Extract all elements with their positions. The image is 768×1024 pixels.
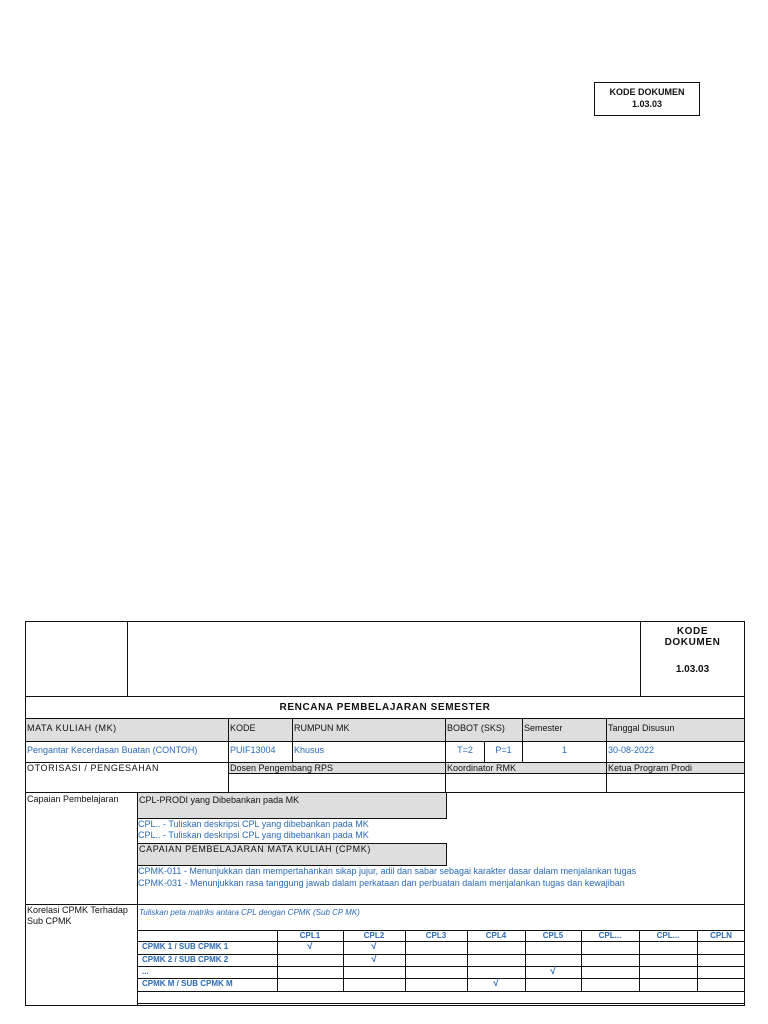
matrix-check-mark: √ xyxy=(371,941,377,952)
rumpun-header-label: RUMPUN MK xyxy=(294,723,350,733)
matrix-col-header: CPL... xyxy=(598,931,622,940)
capaian-label: Capaian Pembelajaran xyxy=(27,794,119,804)
matrix-col-header: CPL5 xyxy=(542,931,564,940)
matrix-col-header: CPL4 xyxy=(485,931,507,940)
cpmk-item-2: CPMK-031 - Menunjukkan rasa tanggung jawab dalam perkataan dan perbuatan dalam menjalankan tugas dan kewajiban xyxy=(138,878,625,888)
cpl-matrix xyxy=(25,621,745,1006)
document-code-box xyxy=(594,82,700,116)
matrix-col-header: CPL1 xyxy=(299,931,321,940)
header-code-line2: DOKUMEN xyxy=(664,637,721,648)
bobot-p-value: P=1 xyxy=(495,745,512,755)
bobot-header-label: BOBOT (SKS) xyxy=(447,723,505,733)
ketua-label: Ketua Program Prodi xyxy=(608,763,693,773)
rps-form xyxy=(25,621,745,1006)
korelasi-note: Tuliskan peta matriks antara CPL dengan CPMK (Sub CP MK) xyxy=(139,908,360,917)
document-code-value: 1.03.03 xyxy=(631,99,663,109)
matrix-check-mark: √ xyxy=(307,941,313,952)
matrix-check-mark: √ xyxy=(550,966,556,977)
matrix-row-line xyxy=(137,1003,745,1004)
kode-value: PUIF13004 xyxy=(230,745,276,755)
otorisasi-label: OTORISASI / PENGESAHAN xyxy=(27,763,160,773)
matrix-row-line xyxy=(137,966,745,967)
dosen-label: Dosen Pengembang RPS xyxy=(230,763,334,773)
tanggal-header-label: Tanggal Disusun xyxy=(608,723,675,733)
semester-value: 1 xyxy=(561,745,567,755)
kode-header-label: KODE xyxy=(230,723,256,733)
matrix-row-label: ... xyxy=(142,967,149,976)
koordinator-label: Koordinator RMK xyxy=(447,763,517,773)
matrix-col-header: CPL... xyxy=(656,931,680,940)
page-title: RENCANA PEMBELAJARAN SEMESTER xyxy=(279,702,491,713)
matrix-row-label: CPMK M / SUB CPMK M xyxy=(142,979,233,988)
matrix-col-header: CPL3 xyxy=(425,931,447,940)
header-code-line3: 1.03.03 xyxy=(675,664,710,675)
cpmk-item-1: CPMK-011 - Menunjukkan dan mempertahankan sikap jujur, adil dan sabar sebagai karakter dasar dalam menjalankan tugas xyxy=(138,866,637,876)
mk-header-label: MATA KULIAH (MK) xyxy=(27,723,117,733)
korelasi-label-2: Sub CPMK xyxy=(27,916,72,926)
header-code-line1: KODE xyxy=(676,626,709,637)
korelasi-label-1: Korelasi CPMK Terhadap xyxy=(27,905,128,915)
bobot-t-value: T=2 xyxy=(457,745,473,755)
cpl-item-1: CPL.. - Tuliskan deskripsi CPL yang dibebankan pada MK xyxy=(138,819,369,829)
matrix-col-header: CPL2 xyxy=(363,931,385,940)
matrix-check-mark: √ xyxy=(493,978,499,989)
cpmk-header: CAPAIAN PEMBELAJARAN MATA KULIAH (CPMK) xyxy=(139,844,371,854)
document-code-label: KODE DOKUMEN xyxy=(609,87,685,97)
matrix-row-label: CPMK 1 / SUB CPMK 1 xyxy=(142,942,229,951)
cpl-header: CPL-PRODI yang Dibebankan pada MK xyxy=(139,795,300,805)
semester-header-label: Semester xyxy=(524,723,563,733)
matrix-check-mark: √ xyxy=(371,954,377,965)
matrix-row-line xyxy=(137,991,745,992)
cpl-item-2: CPL.. - Tuliskan deskripsi CPL yang dibebankan pada MK xyxy=(138,830,369,840)
matrix-row-label: CPMK 2 / SUB CPMK 2 xyxy=(142,955,229,964)
rumpun-value: Khusus xyxy=(294,745,325,755)
tanggal-value: 30-08-2022 xyxy=(608,745,655,755)
mk-value: Pengantar Kecerdasan Buatan (CONTOH) xyxy=(27,745,198,755)
matrix-col-header: CPLN xyxy=(710,931,732,940)
